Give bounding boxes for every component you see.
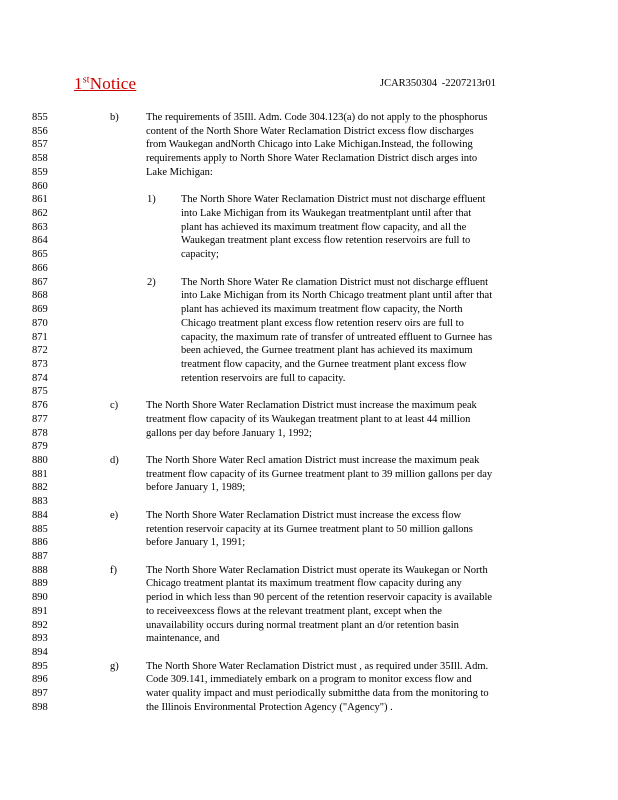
line-number: 857 (32, 139, 48, 151)
text-line (0, 317, 618, 331)
blank-line (0, 385, 618, 399)
line-number: 880 (32, 454, 48, 466)
line-number: 895 (32, 660, 48, 672)
line-number: 869 (32, 304, 48, 316)
line-number: 878 (32, 427, 48, 439)
section-c-text: gallons per day before January 1, 1992; (146, 427, 312, 439)
text-line (0, 509, 618, 523)
line-number: 894 (32, 647, 48, 659)
text-line (0, 660, 618, 674)
line-number: 870 (32, 317, 48, 329)
text-line (0, 344, 618, 358)
line-number: 874 (32, 372, 48, 384)
line-number: 866 (32, 262, 48, 274)
subsection-2-text: The North Shore Water Re clamation District must not discharge effluent (181, 276, 489, 288)
line-number: 875 (32, 386, 48, 398)
subsection-1-text: into Lake Michigan from its Waukegan treatmentplant until after that (181, 208, 472, 220)
subsection-2-text: plant has achieved its maximum treatment flow capacity, the North (181, 304, 463, 316)
line-number: 881 (32, 468, 48, 480)
subsection-2-text: retention reservoirs are full to capacity. (181, 372, 346, 384)
line-number: 873 (32, 358, 48, 370)
line-number: 887 (32, 551, 48, 562)
line-number: 863 (32, 221, 48, 233)
line-number: 861 (32, 194, 48, 206)
line-number: 864 (32, 235, 48, 247)
text-line (0, 673, 618, 687)
line-number: 867 (32, 276, 48, 288)
text-line (0, 413, 618, 427)
line-number: 891 (32, 605, 48, 617)
text-line (0, 331, 618, 345)
subsection-2-text: been achieved, the Gurnee treatment plant has achieved its maximum (181, 345, 473, 357)
line-number: 898 (32, 701, 48, 713)
line-number: 859 (32, 166, 48, 178)
subsection-2-text: capacity, the maximum rate of transfer of untreated effluent to Gurnee has (181, 331, 493, 343)
line-number: 858 (32, 153, 48, 165)
section-f-text: Chicago treatment plantat its maximum treatment flow capacity during any (146, 578, 462, 590)
section-g-text: Code 309.141, immediately embark on a program to monitor excess flow and (146, 674, 472, 686)
section-f-label: f) (110, 564, 117, 576)
text-line (0, 289, 618, 303)
subsection-2-text: into Lake Michigan from its North Chicago treatment plant until after that (181, 290, 493, 302)
line-number: 896 (32, 674, 48, 686)
blank-line (0, 550, 618, 564)
section-e-text: retention reservoir capacity at its Gurnee treatment plant to 50 million gallons (146, 523, 473, 535)
section-f-text: period in which less than 90 percent of the retention reservoir capacity is available (146, 592, 493, 604)
line-number: 893 (32, 633, 48, 645)
text-line (0, 591, 618, 605)
subsection-1-text: capacity; (181, 249, 219, 261)
text-line (0, 166, 618, 180)
line-number: 885 (32, 523, 48, 535)
line-number: 855 (32, 112, 48, 123)
section-f-text: unavailability occurs during normal treatment plant an d/or retention basin (146, 619, 459, 631)
section-b-text: from Waukegan andNorth Chicago into Lake Michigan.Instead, the following (146, 139, 473, 151)
text-line (0, 536, 618, 550)
text-line (0, 372, 618, 386)
text-line (0, 523, 618, 537)
text-line (0, 152, 618, 166)
line-number: 877 (32, 413, 48, 425)
section-f-text: The North Shore Water Reclamation District must operate its Waukegan or North (146, 564, 488, 576)
section-c-text: The North Shore Water Reclamation District must increase the maximum peak (146, 400, 477, 412)
section-g-text: water quality impact and must periodically submitthe data from the monitoring to (146, 688, 489, 700)
section-b-text: content of the North Shore Water Reclamation District excess flow discharges (146, 125, 474, 137)
line-number: 871 (32, 331, 48, 343)
document-body (0, 111, 618, 715)
text-line (0, 632, 618, 646)
line-number: 879 (32, 441, 48, 453)
text-line (0, 481, 618, 495)
text-line (0, 221, 618, 235)
subsection-2-label: 2) (147, 276, 156, 288)
text-line (0, 605, 618, 619)
text-line (0, 193, 618, 207)
text-line (0, 427, 618, 441)
blank-line (0, 262, 618, 276)
section-e-text: The North Shore Water Reclamation District must increase the excess flow (146, 509, 462, 521)
subsection-2-text: treatment flow capacity, and the Gurnee treatment plant excess flow (181, 358, 467, 370)
text-line (0, 125, 618, 139)
line-number: 862 (32, 208, 48, 220)
blank-line (0, 646, 618, 660)
section-g-text: The North Shore Water Reclamation District must , as required under 35Ill. Adm. (146, 660, 489, 672)
line-number: 886 (32, 537, 48, 549)
blank-line (0, 440, 618, 454)
section-c-label: c) (110, 400, 119, 412)
text-line (0, 399, 618, 413)
subsection-1-text: plant has achieved its maximum treatment flow capacity, and all the (181, 221, 467, 233)
line-number: 897 (32, 688, 48, 700)
jcar-code: JCAR350304 -2207213r01 (380, 78, 497, 89)
section-e-label: e) (110, 509, 119, 521)
text-line (0, 358, 618, 372)
line-number: 889 (32, 578, 48, 590)
line-number: 884 (32, 509, 48, 521)
section-f-text: to receiveexcess flows at the relevant treatment plant, except when the (146, 605, 442, 617)
section-e-text: before January 1, 1991; (146, 537, 246, 549)
text-line (0, 564, 618, 578)
section-g-text: the Illinois Environmental Protection Agency ("Agency") . (146, 701, 393, 713)
section-b-label: b) (110, 112, 119, 123)
section-b-text: Lake Michigan: (146, 166, 213, 178)
text-line (0, 303, 618, 317)
section-b-text: The requirements of 35Ill. Adm. Code 304.123(a) do not apply to the phosphorus (146, 112, 488, 123)
text-line (0, 234, 618, 248)
line-number: 890 (32, 592, 48, 604)
section-c-text: treatment flow capacity of its Waukegan treatment plant to at least 44 million (146, 413, 471, 425)
section-d-text: before January 1, 1989; (146, 482, 246, 494)
line-number: 872 (32, 345, 48, 357)
subsection-1-label: 1) (147, 194, 156, 206)
text-line (0, 138, 618, 152)
line-number: 882 (32, 482, 48, 494)
line-number: 856 (32, 125, 48, 137)
text-line (0, 207, 618, 221)
text-line (0, 577, 618, 591)
subsection-1-text: Waukegan treatment plant excess flow retention reservoirs are full to (181, 235, 471, 247)
line-number: 860 (32, 180, 48, 192)
text-line (0, 276, 618, 290)
text-line (0, 468, 618, 482)
section-f-text: maintenance, and (146, 633, 220, 645)
line-number: 868 (32, 290, 48, 302)
line-number: 888 (32, 564, 48, 576)
blank-line (0, 180, 618, 194)
text-line (0, 619, 618, 633)
line-number: 892 (32, 619, 48, 631)
line-number: 883 (32, 496, 48, 508)
section-b-text: requirements apply to North Shore Water Reclamation District disch arges into (146, 153, 478, 165)
section-d-label: d) (110, 454, 119, 466)
text-line (0, 687, 618, 701)
text-line (0, 454, 618, 468)
text-line (0, 111, 618, 125)
section-d-text: treatment flow capacity of its Gurnee treatment plant to 39 million gallons per day (146, 468, 493, 480)
line-number: 865 (32, 249, 48, 261)
text-line (0, 701, 618, 715)
section-d-text: The North Shore Water Recl amation District must increase the maximum peak (146, 454, 480, 466)
page-header (74, 74, 554, 98)
line-number: 876 (32, 400, 48, 412)
section-g-label: g) (110, 660, 119, 672)
subsection-2-text: Chicago treatment plant excess flow retention reserv oirs are full to (181, 317, 464, 329)
blank-line (0, 495, 618, 509)
subsection-1-text: The North Shore Water Reclamation District must not discharge effluent (181, 194, 486, 206)
text-line (0, 248, 618, 262)
first-notice-label: 1stNotice (74, 74, 137, 93)
